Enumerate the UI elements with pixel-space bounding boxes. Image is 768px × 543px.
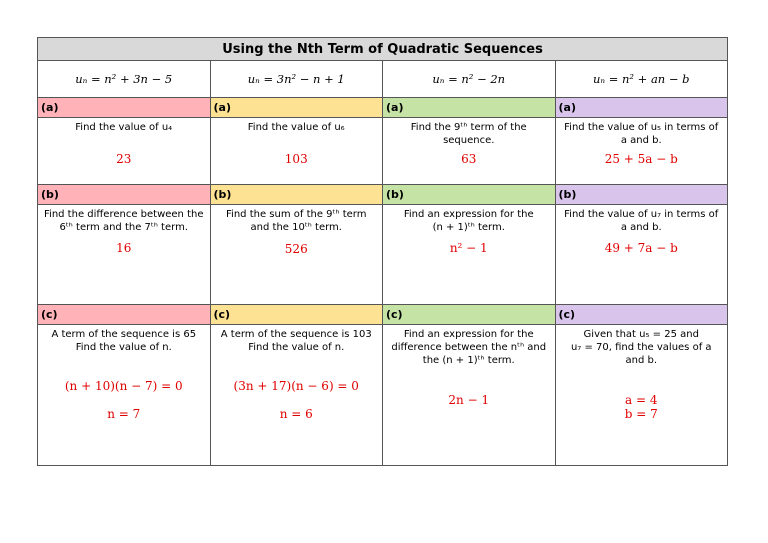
cell-b-col-3 <box>383 205 556 305</box>
part-a-label-row <box>38 98 728 118</box>
answer-text: 103 <box>284 152 308 166</box>
cell-c-col-1 <box>38 325 211 466</box>
answer-text: 63 <box>461 152 477 166</box>
cell-a-col-2 <box>210 118 383 185</box>
formula-row <box>38 61 728 98</box>
cell-a-col-4 <box>555 118 728 185</box>
question-text: A term of the sequence is 103 Find the value of n. <box>220 329 372 353</box>
part-label-c-col-2: (c) <box>210 305 383 325</box>
part-label-a-col-4: (a) <box>555 98 728 118</box>
part-a-row <box>38 118 728 185</box>
answer-text: 526 <box>284 242 308 256</box>
question-text: Find an expression for the difference between the nᵗʰ and the (n + 1)ᵗʰ term. <box>391 329 547 366</box>
cell-a-col-1 <box>38 118 211 185</box>
part-label-a-col-1: (a) <box>38 98 211 118</box>
part-label-b-col-1: (b) <box>38 185 211 205</box>
part-label-b-col-3: (b) <box>383 185 556 205</box>
cell-a-col-3 <box>383 118 556 185</box>
answer-text: a = 4 b = 7 <box>624 393 658 421</box>
formula-col-4: uₙ = n² + an − b <box>555 61 728 98</box>
question-text: Find the sum of the 9ᵗʰ term and the 10ᵗʰ term. <box>226 209 367 233</box>
part-label-b-col-4: (b) <box>555 185 728 205</box>
worksheet-title: Using the Nth Term of Quadratic Sequences <box>38 38 728 61</box>
part-b-row <box>38 205 728 305</box>
part-label-a-col-2: (a) <box>210 98 383 118</box>
answer-text: 16 <box>116 241 132 255</box>
part-label-b-col-2: (b) <box>210 185 383 205</box>
part-b-label-row <box>38 185 728 205</box>
part-c-row <box>38 325 728 466</box>
answer-text: (3n + 17)(n − 6) = 0 n = 6 <box>233 379 359 421</box>
answer-text: (n + 10)(n − 7) = 0 n = 7 <box>64 379 183 421</box>
formula-col-3: uₙ = n² − 2n <box>383 61 556 98</box>
question-text: Find the value of u₄ <box>75 122 173 133</box>
part-c-label-row <box>38 305 728 325</box>
cell-b-col-1 <box>38 205 211 305</box>
part-label-c-col-3: (c) <box>383 305 556 325</box>
worksheet-table <box>37 37 728 466</box>
part-label-c-col-1: (c) <box>38 305 211 325</box>
question-text: A term of the sequence is 65 Find the value of n. <box>51 329 197 353</box>
question-text: Find the difference between the 6ᵗʰ term and the 7ᵗʰ term. <box>44 209 204 233</box>
formula-col-2: uₙ = 3n² − n + 1 <box>210 61 383 98</box>
question-text: Given that u₅ = 25 and u₇ = 70, find the values of a and b. <box>570 329 712 366</box>
question-text: Find the 9ᵗʰ term of the sequence. <box>410 122 527 146</box>
cell-c-col-3 <box>383 325 556 466</box>
answer-text: 23 <box>116 152 132 166</box>
answer-text: 2n − 1 <box>448 393 490 407</box>
question-text: Find an expression for the (n + 1)ᵗʰ term. <box>403 209 534 233</box>
formula-col-1: uₙ = n² + 3n − 5 <box>38 61 211 98</box>
cell-c-col-2 <box>210 325 383 466</box>
answer-text: 25 + 5a − b <box>604 152 678 166</box>
cell-c-col-4 <box>555 325 728 466</box>
question-text: Find the value of u₆ <box>247 122 345 133</box>
question-text: Find the value of u₅ in terms of a and b. <box>564 122 719 146</box>
answer-text: 49 + 7a − b <box>604 241 678 255</box>
cell-b-col-2 <box>210 205 383 305</box>
question-text: Find the value of u₇ in terms of a and b. <box>564 209 719 233</box>
part-label-a-col-3: (a) <box>383 98 556 118</box>
worksheet <box>37 37 728 504</box>
part-label-c-col-4: (c) <box>555 305 728 325</box>
cell-b-col-4 <box>555 205 728 305</box>
answer-text: n² − 1 <box>449 241 488 255</box>
